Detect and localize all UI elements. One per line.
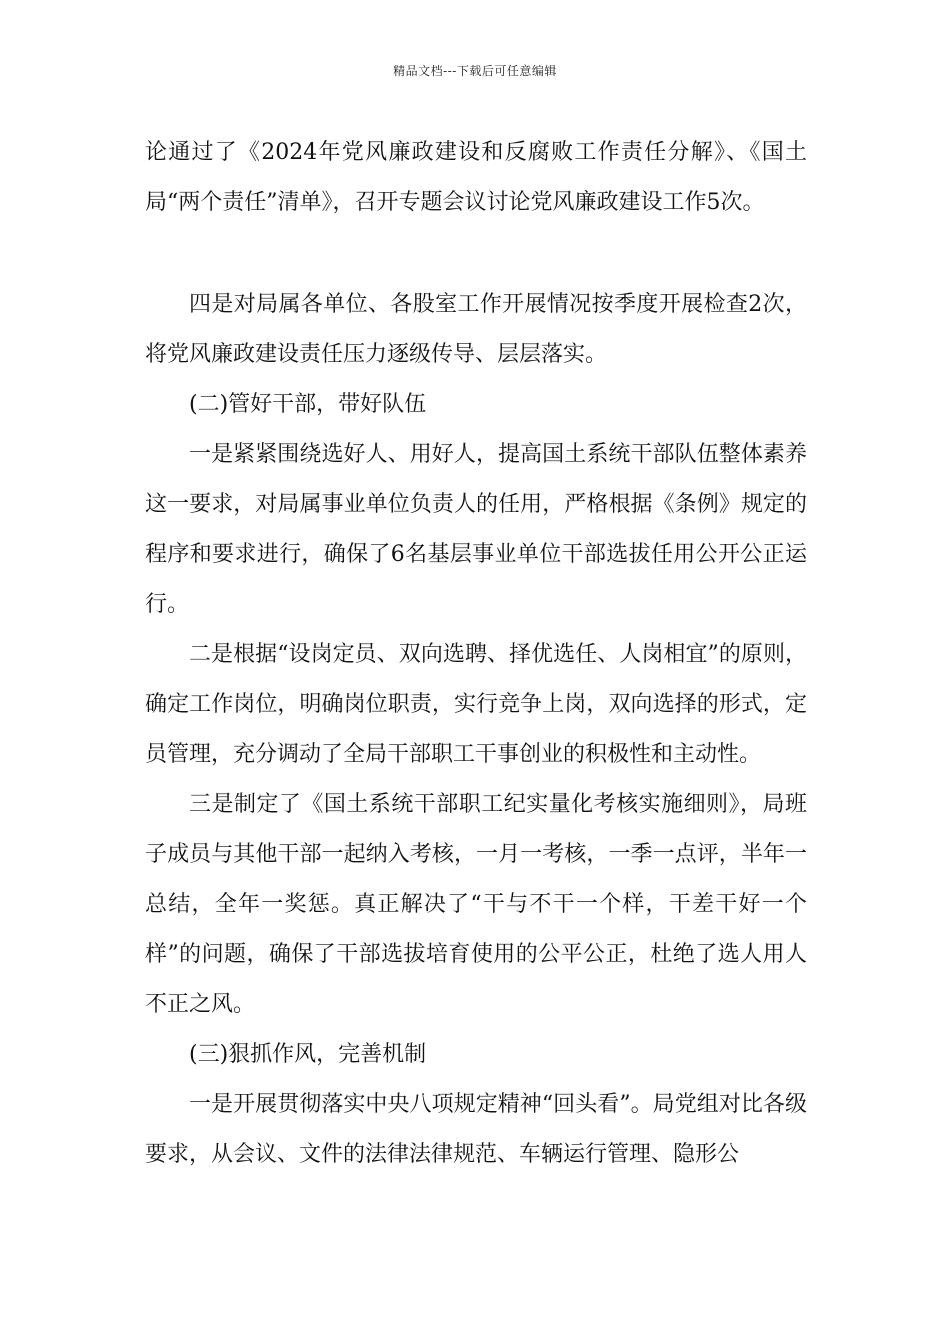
paragraph-cadre-selection: 一是紧紧围绕选好人、用好人，提高国土系统干部队伍整体素养这一要求，对局属事业单位负责人的任用，严格根据《条例》规定的程序和要求进行，确保了6名基层事业单位干部选拔任用公开公正运行。 [145, 442, 807, 617]
paragraph-inspection: 四是对局属各单位、各股室工作开展情况按季度开展检查2次，将党风廉政建设责任压力逐级传导、层层落实。 [145, 292, 807, 367]
paragraph-gap [145, 228, 807, 280]
paragraph-eight-rules: 一是开展贯彻落实中央八项规定精神“回头看”。局党组对比各级要求，从会议、文件的法律法律规范、车辆运行管理、隐形公 [145, 1092, 807, 1167]
section-heading-2: (二)管好干部，带好队伍 [189, 392, 427, 417]
section-heading-3: (三)狠抓作风，完善机制 [189, 1042, 427, 1067]
document-body [145, 128, 807, 1180]
paragraph-continuation: 论通过了《2024年党风廉政建设和反腐败工作责任分解》、《国土局“两个责任”清单》，召开专题会议讨论党风廉政建设工作5次。 [145, 140, 807, 215]
page-header: 精品文档---下载后可任意编辑 [393, 64, 557, 78]
paragraph-post-setting: 二是根据“设岗定员、双向选聘、择优选任、人岗相宜”的原则，确定工作岗位，明确岗位职责，实行竞争上岗，双向选择的形式，定员管理，充分调动了全局干部职工干事创业的积极性和主动性。 [145, 642, 807, 767]
paragraph-assessment-rules: 三是制定了《国土系统干部职工纪实量化考核实施细则》，局班子成员与其他干部一起纳入考核，一月一考核，一季一点评，半年一总结，全年一奖惩。真正解决了“干与不干一个样，干差干好一个样”的问题，确保了干部选拔培育使用的公平公正，杜绝了选人用人不正之风。 [145, 792, 807, 1017]
